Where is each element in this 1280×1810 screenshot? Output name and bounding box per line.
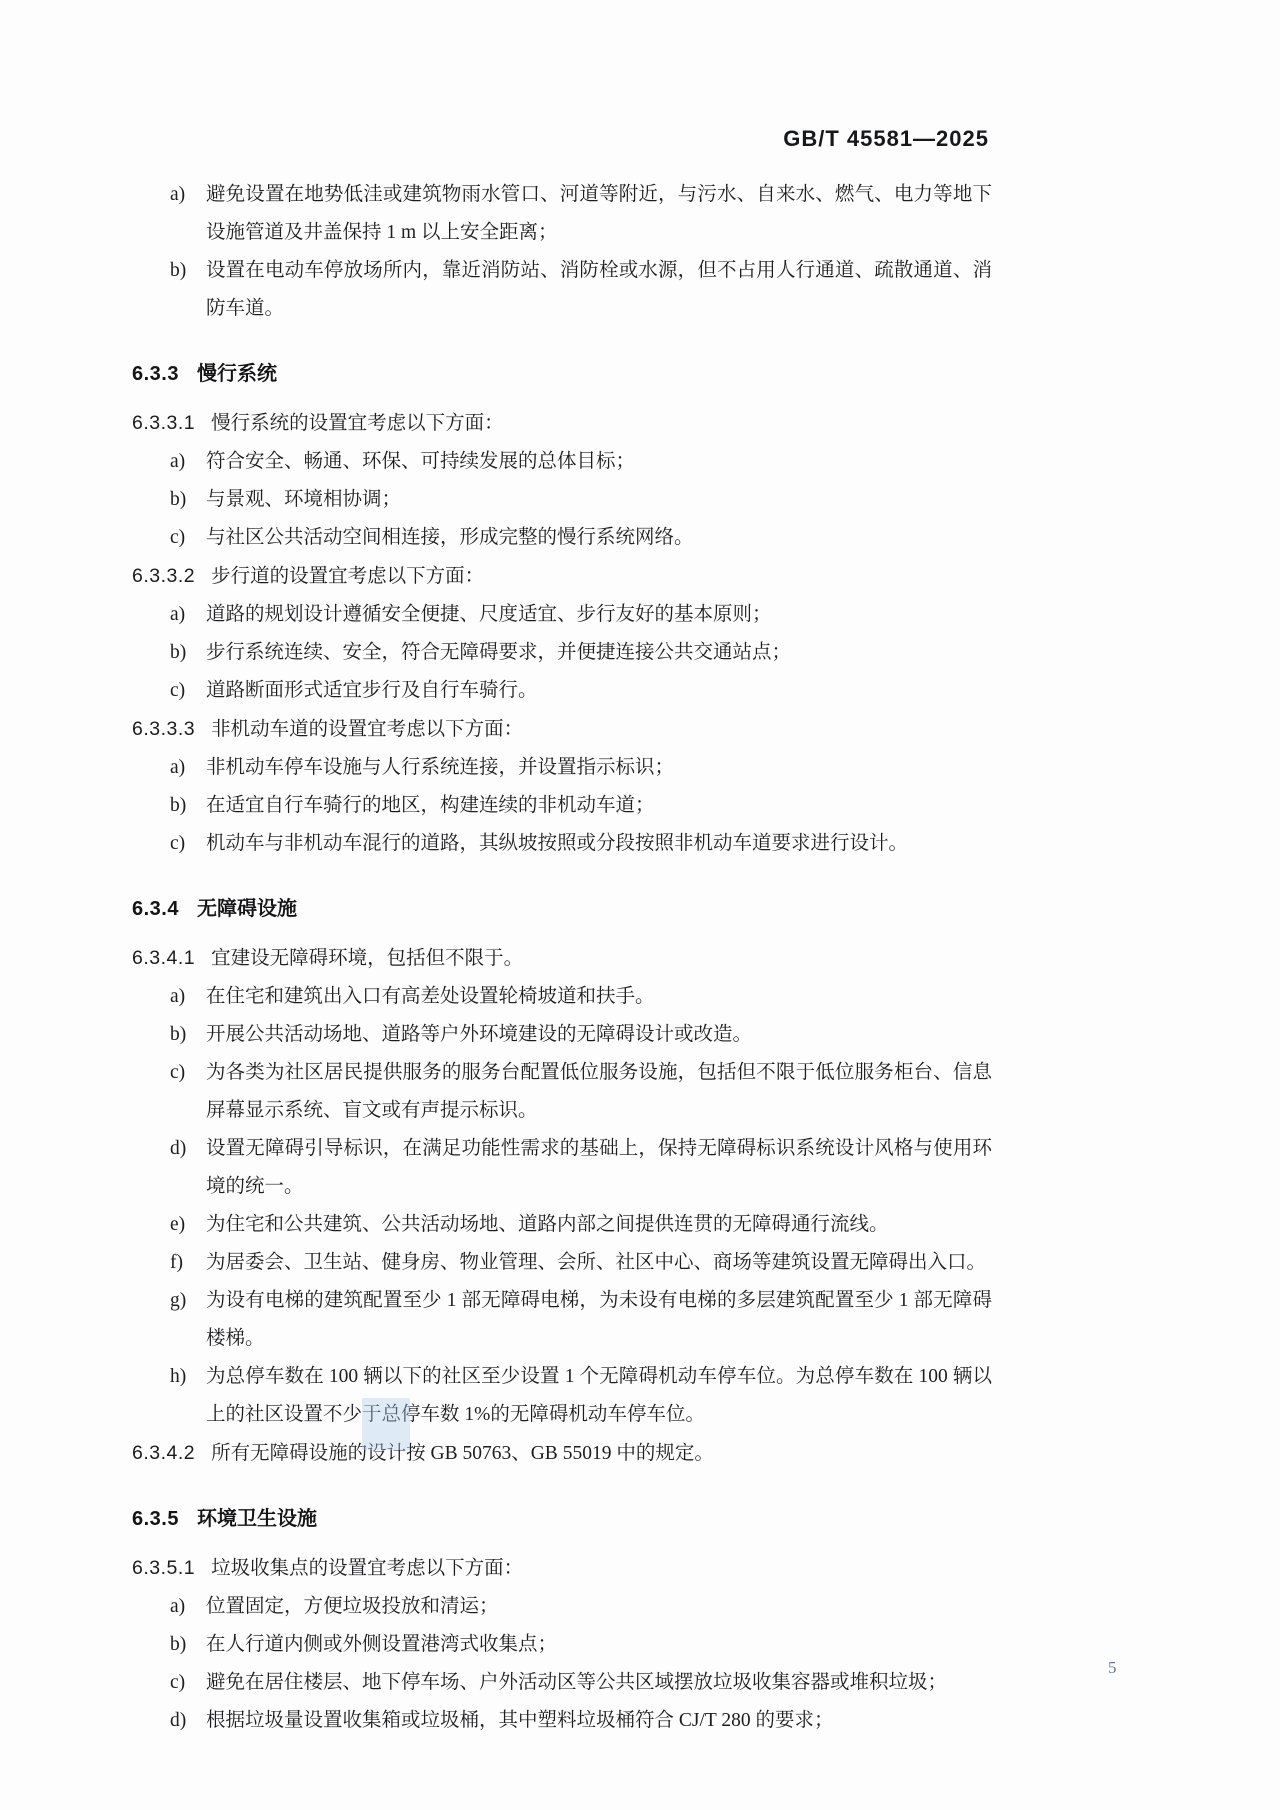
item-letter: c) — [170, 833, 186, 854]
clause-text: 步行道的设置宜考虑以下方面： — [211, 566, 485, 587]
list-item — [132, 672, 992, 710]
item-text: 为总停车数在 100 辆以下的社区至少设置 1 个无障碍机动车停车位。为总停车数在 100 辆以上的社区设置不少于总停车数 1%的无障碍机动车停车位。 — [206, 1366, 992, 1425]
list-item — [132, 1206, 992, 1244]
clause-number: 6.3.3.2 — [132, 565, 196, 587]
section-title: 环境卫生设施 — [196, 1508, 317, 1530]
list-item — [132, 443, 992, 481]
list-item — [132, 596, 992, 634]
document-body — [132, 176, 992, 1740]
item-letter: c) — [170, 527, 186, 548]
item-letter: b) — [170, 795, 187, 816]
item-text: 设置无障碍引导标识，在满足功能性需求的基础上，保持无障碍标识系统设计风格与使用环境的统一。 — [206, 1138, 992, 1197]
clause-paragraph — [132, 404, 992, 443]
item-letter: f) — [170, 1252, 183, 1273]
item-text: 在住宅和建筑出入口有高差处设置轮椅坡道和扶手。 — [206, 986, 655, 1007]
clause-number: 6.3.3.1 — [132, 412, 196, 434]
item-letter: b) — [170, 1634, 187, 1655]
list-item — [132, 978, 992, 1016]
page-number: 5 — [1108, 1658, 1117, 1677]
item-text: 避免设置在地势低洼或建筑物雨水管口、河道等附近，与污水、自来水、燃气、电力等地下设施管道及井盖保持 1 m 以上安全距离； — [206, 184, 992, 243]
document-number-header: GB/T 45581—2025 — [783, 126, 989, 151]
item-letter: b) — [170, 1024, 187, 1045]
list-item — [132, 176, 992, 252]
list-item — [132, 1244, 992, 1282]
list-item — [132, 1054, 992, 1130]
clause-paragraph — [132, 1549, 992, 1588]
clause-text: 垃圾收集点的设置宜考虑以下方面： — [211, 1558, 524, 1579]
list-item — [132, 1626, 992, 1664]
clause-paragraph — [132, 557, 992, 596]
section-heading — [132, 890, 992, 928]
item-text: 机动车与非机动车混行的道路，其纵坡按照或分段按照非机动车道要求进行设计。 — [206, 833, 909, 854]
clause-text: 宜建设无障碍环境，包括但不限于。 — [211, 948, 524, 969]
item-letter: b) — [170, 260, 187, 281]
item-text: 在适宜自行车骑行的地区，构建连续的非机动车道； — [206, 795, 655, 816]
item-text: 为各类为社区居民提供服务的服务台配置低位服务设施，包括但不限于低位服务柜台、信息屏幕显示系统、盲文或有声提示标识。 — [206, 1062, 992, 1121]
section-number: 6.3.5 — [132, 1508, 179, 1530]
item-letter: a) — [170, 757, 186, 778]
item-letter: d) — [170, 1138, 187, 1159]
clause-paragraph — [132, 710, 992, 749]
clause-text: 所有无障碍设施的设计按 GB 50763、GB 55019 中的规定。 — [211, 1443, 714, 1464]
list-item — [132, 1130, 992, 1206]
item-text: 根据垃圾量设置收集箱或垃圾桶，其中塑料垃圾桶符合 CJ/T 280 的要求； — [206, 1710, 834, 1731]
section-number: 6.3.3 — [132, 363, 179, 385]
item-letter: a) — [170, 1596, 186, 1617]
item-text: 位置固定，方便垃圾投放和清运； — [206, 1596, 499, 1617]
clause-text: 非机动车道的设置宜考虑以下方面： — [211, 719, 524, 740]
list-item — [132, 1358, 992, 1434]
section-number: 6.3.4 — [132, 898, 179, 920]
list-item — [132, 519, 992, 557]
item-text: 为设有电梯的建筑配置至少 1 部无障碍电梯，为未设有电梯的多层建筑配置至少 1 部无障碍楼梯。 — [206, 1290, 992, 1349]
item-letter: b) — [170, 489, 187, 510]
item-letter: a) — [170, 986, 186, 1007]
clause-number: 6.3.4.2 — [132, 1442, 196, 1464]
item-text: 符合安全、畅通、环保、可持续发展的总体目标； — [206, 451, 636, 472]
item-letter: d) — [170, 1710, 187, 1731]
item-text: 与社区公共活动空间相连接，形成完整的慢行系统网络。 — [206, 527, 694, 548]
list-item — [132, 749, 992, 787]
section-heading — [132, 355, 992, 393]
clause-number: 6.3.5.1 — [132, 1557, 196, 1579]
item-letter: g) — [170, 1290, 187, 1311]
item-letter: h) — [170, 1366, 187, 1387]
item-text: 道路断面形式适宜步行及自行车骑行。 — [206, 680, 538, 701]
item-letter: a) — [170, 184, 186, 205]
item-letter: a) — [170, 451, 186, 472]
clause-paragraph — [132, 939, 992, 978]
list-item — [132, 634, 992, 672]
item-text: 与景观、环境相协调； — [206, 489, 402, 510]
list-item — [132, 1588, 992, 1626]
list-item — [132, 1282, 992, 1358]
list-item — [132, 252, 992, 328]
item-letter: c) — [170, 1672, 186, 1693]
item-letter: b) — [170, 642, 187, 663]
item-letter: c) — [170, 1062, 186, 1083]
list-item — [132, 1664, 992, 1702]
clause-number: 6.3.3.3 — [132, 718, 196, 740]
item-text: 步行系统连续、安全，符合无障碍要求，并便捷连接公共交通站点； — [206, 642, 792, 663]
item-text: 在人行道内侧或外侧设置港湾式收集点； — [206, 1634, 558, 1655]
item-letter: a) — [170, 604, 186, 625]
item-text: 为居委会、卫生站、健身房、物业管理、会所、社区中心、商场等建筑设置无障碍出入口。 — [206, 1252, 987, 1273]
list-item — [132, 825, 992, 863]
list-item — [132, 1016, 992, 1054]
clause-paragraph — [132, 1434, 992, 1473]
clause-text: 慢行系统的设置宜考虑以下方面： — [211, 413, 504, 434]
list-item — [132, 1702, 992, 1740]
item-letter: c) — [170, 680, 186, 701]
list-item — [132, 787, 992, 825]
item-text: 避免在居住楼层、地下停车场、户外活动区等公共区域摆放垃圾收集容器或堆积垃圾； — [206, 1672, 948, 1693]
item-text: 非机动车停车设施与人行系统连接，并设置指示标识； — [206, 757, 675, 778]
item-text: 道路的规划设计遵循安全便捷、尺度适宜、步行友好的基本原则； — [206, 604, 772, 625]
item-text: 为住宅和公共建筑、公共活动场地、道路内部之间提供连贯的无障碍通行流线。 — [206, 1214, 889, 1235]
section-title: 无障碍设施 — [196, 898, 297, 920]
list-item — [132, 481, 992, 519]
item-letter: e) — [170, 1214, 186, 1235]
clause-number: 6.3.4.1 — [132, 947, 196, 969]
section-title: 慢行系统 — [196, 363, 277, 385]
item-text: 开展公共活动场地、道路等户外环境建设的无障碍设计或改造。 — [206, 1024, 753, 1045]
section-heading — [132, 1500, 992, 1538]
item-text: 设置在电动车停放场所内，靠近消防站、消防栓或水源，但不占用人行通道、疏散通道、消防车道。 — [206, 260, 992, 319]
